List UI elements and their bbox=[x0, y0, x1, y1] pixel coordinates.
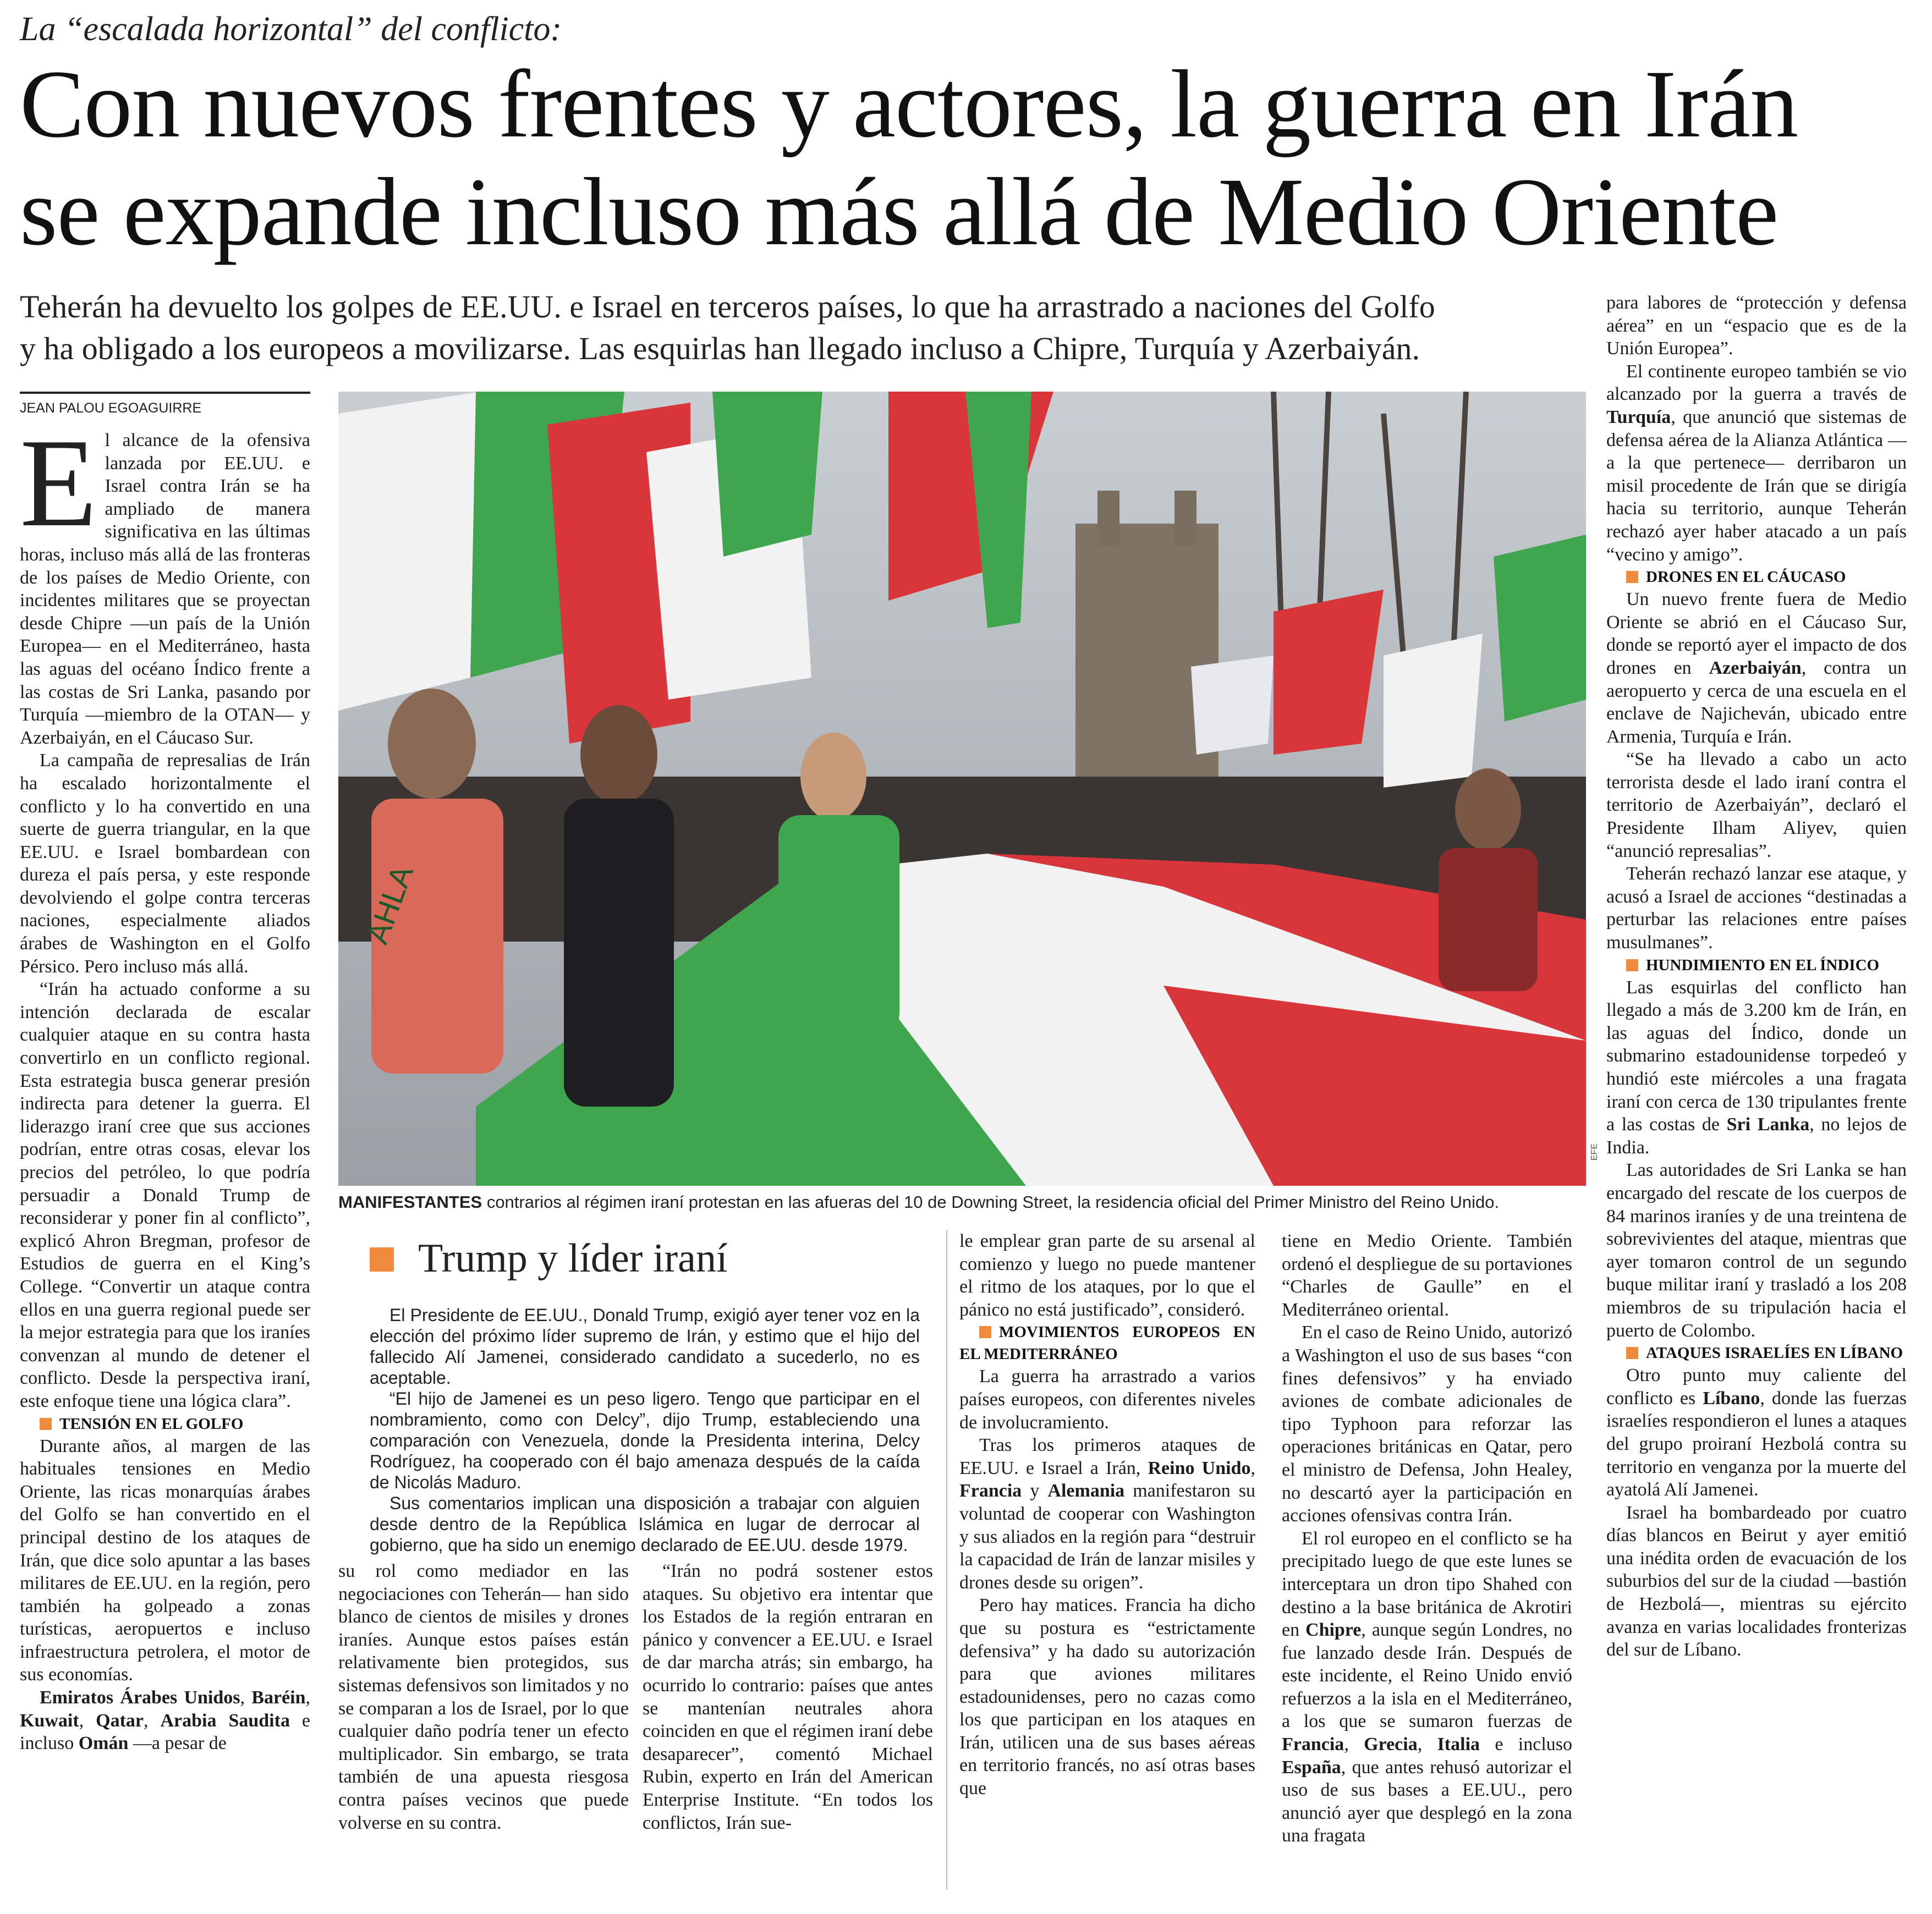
paragraph: Durante años, al margen de las habituales tensiones en Medio Oriente, las ricas monarquías árabes del Golfo se han convertido en el principal destino de los ataques de Irán, que dice solo apuntar a las bases militares de EE.UU. en la región, pero también ha golpeado a zonas turísticas, aeropuertos e incluso infraestructura petrolera, el motor de sus economías. bbox=[20, 1436, 310, 1685]
deck-line-1: Teherán ha devuelto los golpes de EE.UU. e Israel en terceros países, lo que ha arrastrado a naciones del Golfo bbox=[20, 289, 1435, 324]
orange-square-icon bbox=[370, 1247, 394, 1272]
paragraph: En el caso de Reino Unido, autorizó a Washington el uso de sus bases “con fines defensivos” y ha enviado aviones de combate adicionales de tipo Typhoon para reforzar las operaciones británicas en Qatar, pero el ministro de Defensa, John Healey, no descartó ayer la participación en acciones ofensivas contra Irán. bbox=[1282, 1322, 1572, 1526]
paragraph: Tras los primeros ataques de EE.UU. e Israel a Irán, Reino Unido, Francia y Alemania manifestaron su voluntad de cooperar con Washington y sus aliados en la región para “destruir la capacidad de Irán de lanzar misiles y drones desde su origen”. bbox=[959, 1435, 1255, 1593]
paragraph: para labores de “protección y defensa aérea” en un “espacio que es de la Unión Europea”. bbox=[1606, 293, 1907, 359]
paragraph: Las autoridades de Sri Lanka se han encargado del rescate de los cuerpos de 84 marinos iraníes y de una treintena de sobrevivientes del ataque, mientras que ayer tomaron control de un segundo buque militar iraní y trasladó a los 208 miembros de su tripulación hacia el puerto de Colombo. bbox=[1606, 1160, 1907, 1341]
paragraph: La guerra ha arrastrado a varios países europeos, con diferentes niveles de involucramiento. bbox=[959, 1366, 1255, 1433]
paragraph: El rol europeo en el conflicto se ha precipitado luego de que este lunes se interceptara un dron tipo Shahed con destino a la base británica de Akrotiri en Chipre, aunque según Londres, no fue lanzado desde Irán. Después de este incidente, el Reino Unido envió refuerzos a la isla en el Mediterráneo, a los que se sumaron fuerzas de Francia, Grecia, Italia e incluso España, que antes rehusó autorizar el uso de sus bases a EE.UU., pero anunció ayer que desplegó en la zona una fragata bbox=[1282, 1528, 1573, 1846]
orange-square-icon bbox=[1626, 1347, 1638, 1359]
box-text bbox=[370, 1305, 920, 1555]
byline: JEAN PALOU EGOAGUIRRE bbox=[20, 392, 310, 416]
paragraph: “El hijo de Jamenei es un peso ligero. Tengo que participar en el nombramiento, como con Delcy”, dijo Trump, estableciendo una comparación con Venezuela, donde la Presidenta interina, Delcy Rodríguez, ha cooperado con él bajo amenaza después de la caída de Nicolás Maduro. bbox=[370, 1389, 920, 1492]
column-1 bbox=[20, 413, 311, 1755]
paragraph: “Irán ha actuado conforme a su intención declarada de escalar cualquier ataque en su contra hasta convertirlo en un conflicto regional. Esta estrategia busca generar presión indirecta para detener la guerra. El liderazgo iraní cree que sus acciones podrían, entre otras cosas, elevar los precios del petróleo, lo que podría persuadir a Donald Trump de reconsiderar y poner fin al conflicto”, explicó Ahron Bregman, profesor de Estudios de guerra en el King’s College. “Convertir un ataque contra ellos en una guerra regional puede ser la mejor estrategia para que los iraníes convenzan al mundo de detener el conflicto. Desde la perspectiva iraní, este enfoque tiene una lógica clara”. bbox=[20, 979, 310, 1411]
photo-credit: EFE bbox=[1590, 1143, 1599, 1160]
subhead: MOVIMIENTOS EUROPEOS EN EL MEDITERRÁNEO bbox=[959, 1323, 1255, 1363]
paragraph: Emiratos Árabes Unidos, Baréin, Kuwait, Qatar, Arabia Saudita e incluso Omán —a pesar de bbox=[20, 1687, 311, 1754]
flag-text: AHLA bbox=[359, 860, 420, 949]
paragraph: El continente europeo también se vio alcanzado por la guerra a través de Turquía, que anunció que sistemas de defensa aérea de la Alianza Atlántica —a la que pertenece— derribaron un misil procedente de Irán que se dirigía hacia su territorio, aunque Teherán rechazó ayer haber atacado a un país “vecino y amigo”. bbox=[1606, 361, 1907, 565]
orange-square-icon bbox=[1626, 571, 1638, 583]
subhead: TENSIÓN EN EL GOLFO bbox=[20, 1413, 310, 1435]
paragraph: le emplear gran parte de su arsenal al comienzo y luego no puede mantener el ritmo de los ataques, por lo que el pánico no está justificado”, consideró. bbox=[959, 1231, 1255, 1320]
paragraph: Un nuevo frente fuera de Medio Oriente se abrió en el Cáucaso Sur, donde se reportó ayer el impacto de dos drones en Azerbaiyán, contra un aeropuerto y cerca de una escuela en el enclave de Najicheván, ubicado entre Armenia, Turquía e Irán. bbox=[1606, 589, 1907, 747]
paragraph: Pero hay matices. Francia ha dicho que su postura es “estrictamente defensiva” y ha dado su autorización para que aviones militares estadounidenses, pero no cazas como los que participan en los ataques en Irán, utilicen una de sus bases aéreas en territorio francés, no así otras bases que bbox=[959, 1595, 1255, 1799]
paragraph: Israel ha bombardeado por cuatro días blancos en Beirut y ayer emitió una inédita orden de evacuación de los suburbios del sur de la ciudad —bastión de Hezbolá—, mientras su ejército avanza en varias localidades fronterizas del sur de Líbano. bbox=[1606, 1502, 1907, 1660]
paragraph: El Presidente de EE.UU., Donald Trump, exigió ayer tener voz en la elección del próximo líder supremo de Irán, y estimo que el hijo del fallecido Alí Jamenei, considerado candidato a sucederlo, no es aceptable. bbox=[370, 1305, 920, 1388]
subhead: HUNDIMIENTO EN EL ÍNDICO bbox=[1606, 954, 1907, 976]
box-title: Trump y líder iraní bbox=[418, 1236, 728, 1281]
column-2 bbox=[338, 1560, 629, 1834]
paragraph: La campaña de represalias de Irán ha escalado horizontalmente el conflicto y lo ha convertido en una suerte de guerra triangular, en la que EE.UU. e Israel bombardean con dureza el país persa, y este responde devolviendo el golpe contra terceras naciones, especialmente aliados árabes de Washington en el Golfo Pérsico. Pero incluso más allá. bbox=[20, 750, 310, 977]
paragraph: “Se ha llevado a cabo un acto terrorista desde el lado iraní contra el territorio de Azerbaiyán”, declaró el Presidente Ilham Aliyev, quien “anunció represalias”. bbox=[1606, 749, 1907, 861]
drop-cap: E bbox=[20, 413, 97, 553]
protest-illustration bbox=[338, 392, 1586, 1186]
column-divider bbox=[946, 1230, 947, 1890]
orange-square-icon bbox=[979, 1326, 991, 1338]
protest-photo bbox=[338, 392, 1586, 1186]
headline bbox=[20, 51, 1918, 266]
column-4 bbox=[959, 1230, 1255, 1800]
headline-line-1: Con nuevos frentes y actores, la guerra en Irán bbox=[20, 51, 1798, 158]
paragraph: su rol como mediador en las negociaciones con Teherán— han sido blanco de cientos de misiles y drones iraníes. Aunque estos países están relativamente bien protegidos, sus sistemas defensivos son limitados y no se comparan a los de Israel, por lo que cualquier daño podría tener un efecto multiplicador. Sin embargo, se trata también de una apuesta riesgosa contra países vecinos que puede volverse en su contra. bbox=[338, 1561, 629, 1833]
column-6 bbox=[1606, 292, 1907, 1662]
paragraph: “Irán no podrá sostener estos ataques. Su objetivo era intentar que los Estados de la región entraran en pánico y convencer a EE.UU. e Israel de dar marcha atrás; sin embargo, ha ocurrido lo contrario: países que antes se mantenían neutrales ahora coinciden en que el régimen iraní debe desaparecer”, comentó Michael Rubin, experto en Irán del American Enterprise Institute. “En todos los conflictos, Irán sue- bbox=[643, 1561, 933, 1833]
column-5 bbox=[1282, 1230, 1572, 1847]
deck-line-2: y ha obligado a los europeos a movilizarse. Las esquirlas han llegado incluso a Chipre, Turquía y Azerbaiyán. bbox=[20, 331, 1420, 366]
orange-square-icon bbox=[40, 1418, 52, 1430]
paragraph: Teherán rechazó lanzar ese ataque, y acusó a Israel de acciones “destinadas a perturbar las relaciones entre países musulmanes”. bbox=[1606, 864, 1907, 953]
paragraph: El alcance de la ofensiva lanzada por EE.UU. e Israel contra Irán se ha ampliado de manera significativa en las últimas horas, incluso más allá de las fronteras de los países de Medio Oriente, con incidentes militares que se proyectan desde Chipre —un país de la Unión Europea— en el Mediterráneo, hasta las aguas del océano Índico frente a las costas de Sri Lanka, pasando por Turquía —miembro de la OTAN— y Azerbaiyán, en el Cáucaso Sur. bbox=[20, 413, 310, 748]
paragraph: Las esquirlas del conflicto han llegado a más de 3.200 km de Irán, en las aguas del Índico, donde un submarino estadounidense torpedeó y hundió este miércoles a una fragata iraní con cerca de 130 tripulantes frente a las costas de Sri Lanka, no lejos de India. bbox=[1606, 977, 1907, 1158]
column-3 bbox=[643, 1560, 933, 1834]
paragraph: Sus comentarios implican una disposición a trabajar con alguien desde dentro de la República Islámica en lugar de derrocar al gobierno, que ha sido un enemigo declarado de EE.UU. desde 1979. bbox=[370, 1493, 920, 1555]
photo-caption: MANIFESTANTES contrarios al régimen iraní protestan en las afueras del 10 de Downing Street, la residencia oficial del Primer Ministro del Reino Unido. bbox=[338, 1192, 1500, 1212]
subhead: DRONES EN EL CÁUCASO bbox=[1606, 566, 1907, 588]
kicker: La “escalada horizontal” del conflicto: bbox=[20, 10, 562, 48]
headline-line-2: se expande incluso más allá de Medio Oriente bbox=[20, 158, 1779, 266]
orange-square-icon bbox=[1626, 959, 1638, 971]
subhead: ATAQUES ISRAELÍES EN LÍBANO bbox=[1606, 1342, 1907, 1364]
deck bbox=[20, 286, 1599, 370]
paragraph: Otro punto muy caliente del conflicto es Líbano, donde las fuerzas israelíes respondieron el lunes a ataques del grupo proiraní Hezbolá contra su territorio en venganza por la muerte del ayatolá Alí Jamenei. bbox=[1606, 1365, 1907, 1500]
paragraph: tiene en Medio Oriente. También ordenó el despliegue de su portaviones “Charles de Gaulle” en el Mediterráneo oriental. bbox=[1282, 1231, 1572, 1320]
